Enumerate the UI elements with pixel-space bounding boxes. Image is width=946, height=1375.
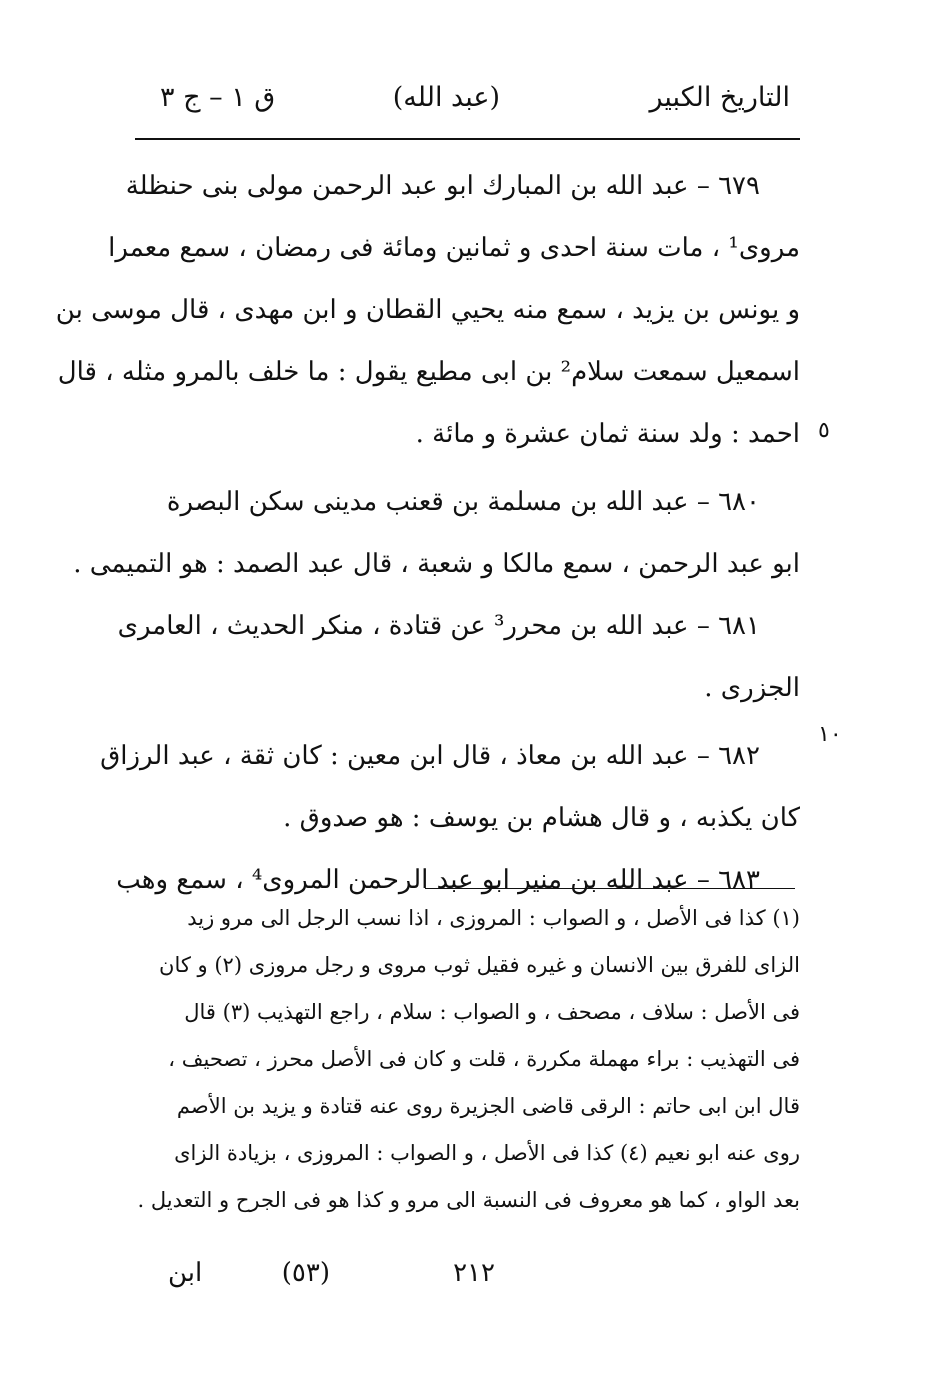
footnote-line: (١) كذا فى الأصل ، و الصواب : المروزى ، اذا نسب الرجل الى مرو زيد	[187, 906, 800, 930]
entry-680	[73, 471, 800, 595]
text-line: ابو عبد الرحمن ، سمع مالكا و شعبة ، قال عبد الصمد : هو التميمى .	[73, 549, 800, 579]
header-rule	[135, 138, 800, 140]
margin-line-number: ٥	[818, 418, 830, 443]
page-footer	[150, 1258, 710, 1298]
entry-681	[117, 595, 800, 719]
running-header	[150, 82, 790, 132]
entry-682	[100, 725, 800, 849]
footnotes	[135, 895, 800, 1224]
entry-679	[55, 155, 800, 465]
text-line: ٦٧٩ – عبد الله بن المبارك ابو عبد الرحمن مولى بنى حنظلة	[125, 171, 760, 201]
text-line: ٦٨٢ – عبد الله بن معاذ ، قال ابن معين : كان ثقة ، عبد الرزاق	[100, 741, 760, 771]
footnote-line: فى الأصل : سلاف ، مصحف ، و الصواب : سلام ، راجع التهذيب (٣) قال	[184, 1000, 800, 1024]
footnote-line: فى التهذيب : براء مهملة مكررة ، قلت و كان فى الأصل محرز ، تصحيف ،	[168, 1047, 800, 1071]
text-line: اسمعيل سمعت سلام² بن ابى مطيع يقول : ما خلف بالمرو مثله ، قال	[57, 357, 800, 387]
page-number: ٢١٢	[453, 1258, 495, 1288]
text-line: و يونس بن يزيد ، سمع منه يحيي القطان و ابن مهدى ، قال موسى بن	[55, 295, 800, 325]
text-line: ٦٨١ – عبد الله بن محرر³ عن قتادة ، منكر الحديث ، العامرى	[117, 611, 760, 641]
volume-label: ق ١ – ج ٣	[160, 82, 276, 113]
text-line: ٦٨٠ – عبد الله بن مسلمة بن قعنب مدينى سكن البصرة	[166, 487, 760, 517]
text-line: الجزرى .	[704, 673, 800, 703]
section-title: (عبد الله)	[392, 82, 500, 113]
text-line: ٦٨٣ – عبد الله بن منير ابو عبد الرحمن المروى⁴ ، سمع وهب	[116, 865, 760, 895]
catchword: ابن	[168, 1258, 203, 1288]
footnote-line: قال ابن ابى حاتم : الرقى قاضى الجزيرة روى عنه قتادة و يزيد بن الأصم	[176, 1094, 800, 1118]
footnote-line: روى عنه ابو نعيم (٤) كذا فى الأصل ، و الصواب : المروزى ، بزيادة الزاى	[174, 1141, 800, 1165]
footnote-rule	[425, 888, 795, 889]
footnote-line: بعد الواو ، كما هو معروف فى النسبة الى مرو و كذا هو فى الجرح و التعديل .	[137, 1188, 800, 1212]
signature-mark: (٥٣)	[281, 1258, 330, 1288]
footnote-line: الزاى للفرق بين الانسان و غيره فقيل ثوب مروى و رجل مروزى (٢) و كان	[159, 953, 800, 977]
main-text	[55, 155, 800, 911]
margin-line-number: ١٠	[818, 722, 842, 747]
text-line: مروى¹ ، مات سنة احدى و ثمانين ومائة فى رمضان ، سمع معمرا	[108, 233, 800, 263]
book-title: التاريخ الكبير	[649, 82, 790, 113]
text-line: كان يكذبه ، و قال هشام بن يوسف : هو صدوق .	[283, 803, 800, 833]
text-line: احمد : ولد سنة ثمان عشرة و مائة .	[415, 419, 800, 449]
